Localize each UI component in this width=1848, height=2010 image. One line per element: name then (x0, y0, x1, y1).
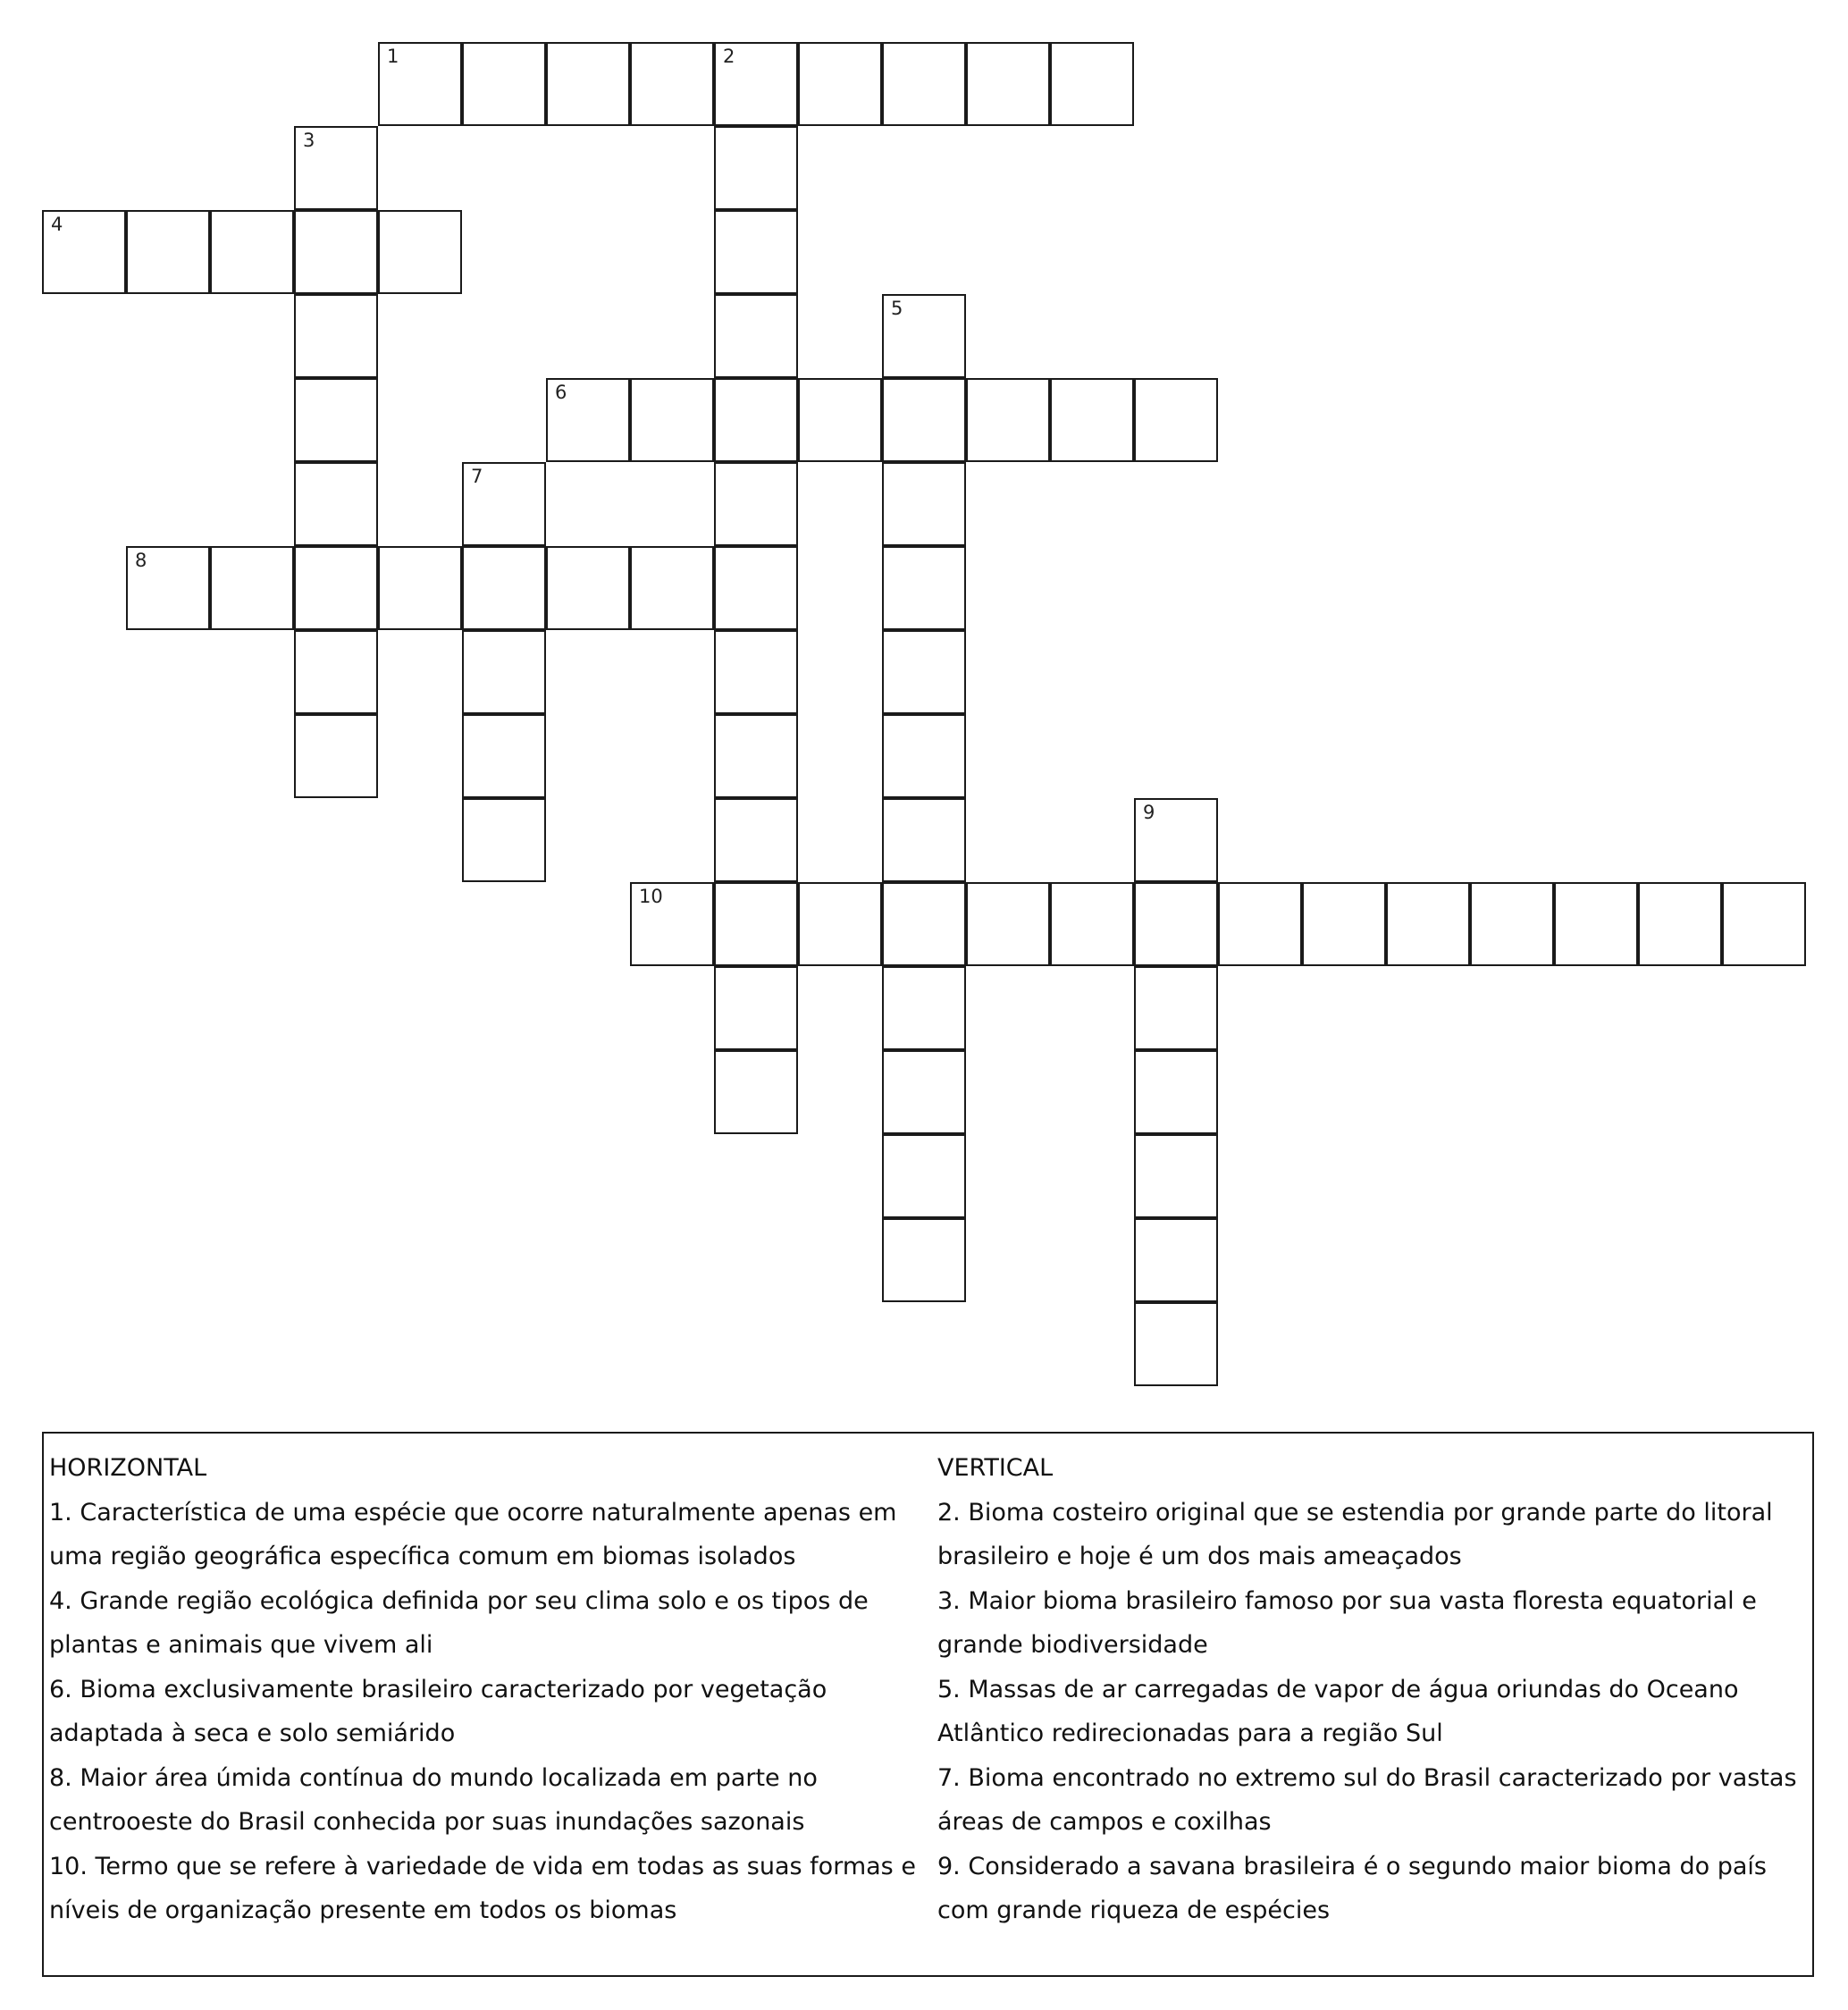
grid-cell-r6-c5[interactable] (462, 546, 546, 630)
grid-cell-r6-c6[interactable] (546, 546, 630, 630)
grid-cell-r4-c13[interactable] (1134, 378, 1218, 462)
grid-cell-r6-c7[interactable] (630, 546, 714, 630)
grid-cell-r10-c9[interactable] (798, 882, 882, 966)
grid-cell-r5-c3[interactable] (294, 462, 378, 546)
grid-cell-r0-c12[interactable] (1050, 42, 1134, 126)
grid-cell-r6-c1[interactable] (126, 546, 210, 630)
grid-cell-r7-c10[interactable] (882, 630, 966, 714)
grid-cell-r8-c8[interactable] (714, 714, 798, 798)
grid-cell-r3-c8[interactable] (714, 294, 798, 378)
grid-cell-r2-c3[interactable] (294, 210, 378, 294)
grid-cell-r3-c10[interactable] (882, 294, 966, 378)
grid-cell-r3-c3[interactable] (294, 294, 378, 378)
grid-cell-r10-c15[interactable] (1302, 882, 1386, 966)
clue-down-7: 7. Bioma encontrado no extremo sul do Brasil caracterizado por vastas áreas de campos e coxilhas (937, 1763, 1797, 1836)
grid-cell-r4-c12[interactable] (1050, 378, 1134, 462)
grid-cell-r8-c3[interactable] (294, 714, 378, 798)
clue-number: 1 (387, 46, 399, 67)
grid-cell-r0-c8[interactable] (714, 42, 798, 126)
clue-number: 3 (303, 130, 315, 151)
grid-cell-r12-c10[interactable] (882, 1050, 966, 1134)
grid-cell-r9-c5[interactable] (462, 798, 546, 882)
clues-panel (42, 1432, 1814, 1977)
grid-cell-r4-c8[interactable] (714, 378, 798, 462)
grid-cell-r5-c8[interactable] (714, 462, 798, 546)
grid-cell-r4-c9[interactable] (798, 378, 882, 462)
clue-down-3: 3. Maior bioma brasileiro famoso por sua vasta floresta equatorial e grande biodiversidade (937, 1586, 1757, 1659)
grid-cell-r2-c8[interactable] (714, 210, 798, 294)
grid-cell-r6-c2[interactable] (210, 546, 294, 630)
grid-cell-r7-c8[interactable] (714, 630, 798, 714)
grid-cell-r13-c13[interactable] (1134, 1134, 1218, 1218)
clue-down-2: 2. Bioma costeiro original que se estendia por grande parte do litoral brasileiro e hoje é um dos mais ameaçados (937, 1498, 1773, 1570)
clue-across-6: 6. Bioma exclusivamente brasileiro caracterizado por vegetação adaptada à seca e solo semiárido (49, 1675, 827, 1747)
grid-cell-r5-c10[interactable] (882, 462, 966, 546)
grid-cell-r10-c8[interactable] (714, 882, 798, 966)
grid-cell-r8-c5[interactable] (462, 714, 546, 798)
grid-cell-r11-c13[interactable] (1134, 966, 1218, 1050)
grid-cell-r9-c13[interactable] (1134, 798, 1218, 882)
down-heading: VERTICAL (937, 1454, 1054, 1482)
grid-cell-r0-c6[interactable] (546, 42, 630, 126)
clue-across-10: 10. Termo que se refere à variedade de vida em todas as suas formas e níveis de organização presente em todos os biomas (49, 1852, 916, 1924)
clue-number: 5 (891, 298, 903, 319)
clue-number: 7 (471, 466, 483, 487)
grid-cell-r7-c5[interactable] (462, 630, 546, 714)
grid-cell-r10-c12[interactable] (1050, 882, 1134, 966)
across-heading: HORIZONTAL (49, 1454, 207, 1482)
grid-cell-r10-c14[interactable] (1218, 882, 1302, 966)
grid-cell-r0-c7[interactable] (630, 42, 714, 126)
clue-down-5: 5. Massas de ar carregadas de vapor de água oriundas do Oceano Atlântico redirecionadas para a região Sul (937, 1675, 1739, 1747)
grid-cell-r6-c4[interactable] (378, 546, 462, 630)
grid-cell-r10-c13[interactable] (1134, 882, 1218, 966)
grid-cell-r7-c3[interactable] (294, 630, 378, 714)
grid-cell-r6-c3[interactable] (294, 546, 378, 630)
grid-cell-r10-c16[interactable] (1386, 882, 1470, 966)
clue-across-4: 4. Grande região ecológica definida por seu clima solo e os tipos de plantas e animais que vivem ali (49, 1586, 869, 1659)
clue-number: 9 (1143, 802, 1155, 823)
clue-number: 6 (555, 382, 567, 403)
grid-cell-r9-c8[interactable] (714, 798, 798, 882)
grid-cell-r2-c2[interactable] (210, 210, 294, 294)
grid-cell-r2-c1[interactable] (126, 210, 210, 294)
down-clues (937, 1446, 1818, 1933)
grid-cell-r8-c10[interactable] (882, 714, 966, 798)
grid-cell-r11-c10[interactable] (882, 966, 966, 1050)
grid-cell-r10-c10[interactable] (882, 882, 966, 966)
grid-cell-r1-c8[interactable] (714, 126, 798, 210)
grid-cell-r14-c13[interactable] (1134, 1218, 1218, 1302)
clue-across-8: 8. Maior área úmida contínua do mundo localizada em parte no centrooeste do Brasil conhecida por suas inundações sazonais (49, 1763, 818, 1836)
grid-cell-r12-c13[interactable] (1134, 1050, 1218, 1134)
grid-cell-r0-c11[interactable] (966, 42, 1050, 126)
clue-down-9: 9. Considerado a savana brasileira é o segundo maior bioma do país com grande riqueza de espécies (937, 1852, 1767, 1924)
grid-cell-r13-c10[interactable] (882, 1134, 966, 1218)
grid-cell-r6-c8[interactable] (714, 546, 798, 630)
grid-cell-r6-c10[interactable] (882, 546, 966, 630)
grid-cell-r4-c7[interactable] (630, 378, 714, 462)
grid-cell-r9-c10[interactable] (882, 798, 966, 882)
grid-cell-r10-c20[interactable] (1722, 882, 1806, 966)
clue-number: 10 (639, 886, 663, 907)
grid-cell-r12-c8[interactable] (714, 1050, 798, 1134)
grid-cell-r10-c17[interactable] (1470, 882, 1554, 966)
grid-cell-r0-c5[interactable] (462, 42, 546, 126)
grid-cell-r15-c13[interactable] (1134, 1302, 1218, 1386)
grid-cell-r5-c5[interactable] (462, 462, 546, 546)
grid-cell-r0-c9[interactable] (798, 42, 882, 126)
clue-number: 8 (135, 550, 147, 571)
clue-number: 4 (51, 214, 63, 235)
grid-cell-r1-c3[interactable] (294, 126, 378, 210)
grid-cell-r0-c4[interactable] (378, 42, 462, 126)
grid-cell-r2-c0[interactable] (42, 210, 126, 294)
grid-cell-r10-c19[interactable] (1638, 882, 1722, 966)
clue-number: 2 (723, 46, 735, 67)
grid-cell-r0-c10[interactable] (882, 42, 966, 126)
grid-cell-r10-c11[interactable] (966, 882, 1050, 966)
grid-cell-r2-c4[interactable] (378, 210, 462, 294)
clue-across-1: 1. Característica de uma espécie que ocorre naturalmente apenas em uma região geográfica específica comum em biomas isolados (49, 1498, 897, 1570)
grid-cell-r11-c8[interactable] (714, 966, 798, 1050)
grid-cell-r14-c10[interactable] (882, 1218, 966, 1302)
grid-cell-r4-c6[interactable] (546, 378, 630, 462)
grid-cell-r10-c18[interactable] (1554, 882, 1638, 966)
grid-cell-r4-c3[interactable] (294, 378, 378, 462)
grid-cell-r4-c11[interactable] (966, 378, 1050, 462)
grid-cell-r10-c7[interactable] (630, 882, 714, 966)
across-clues (49, 1446, 929, 1933)
grid-cell-r4-c10[interactable] (882, 378, 966, 462)
